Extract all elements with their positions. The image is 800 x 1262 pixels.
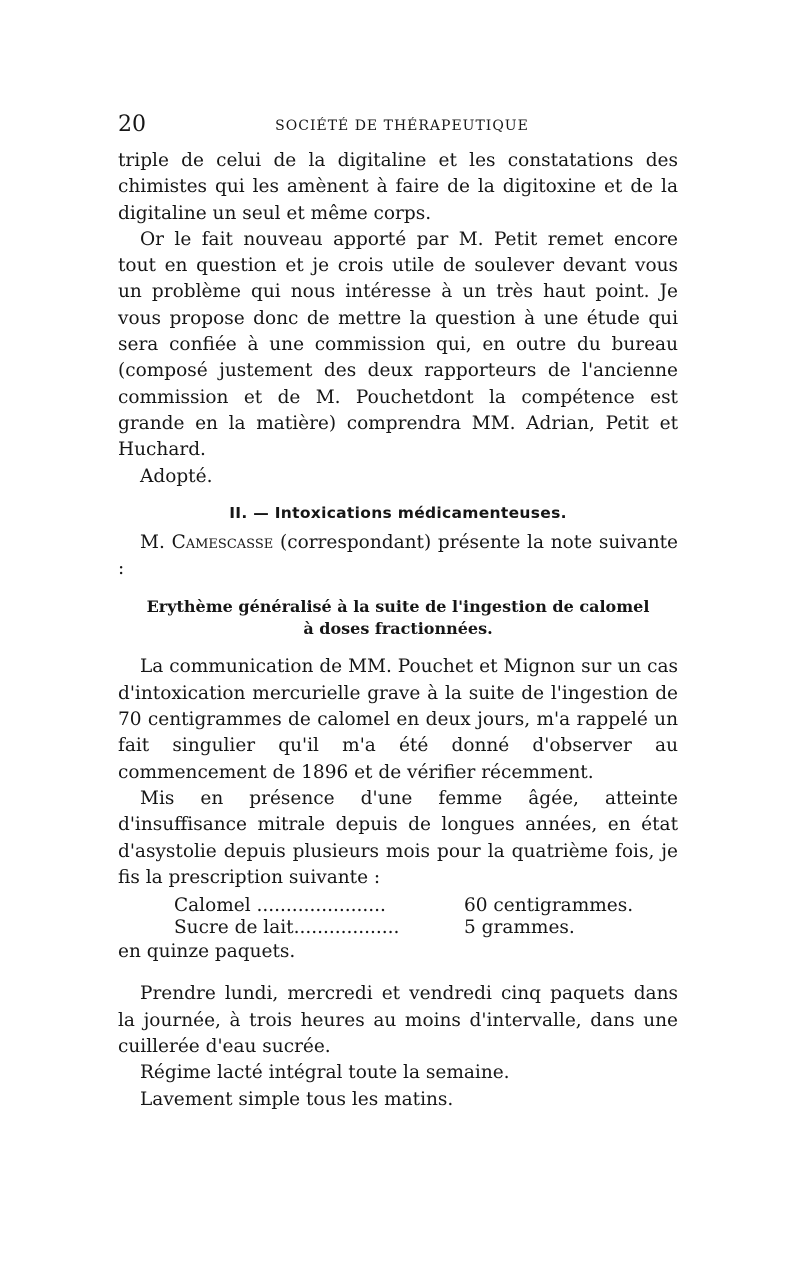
article-title-line-2: à doses fractionnées. bbox=[303, 619, 493, 639]
paragraph-adopted: Adopté. bbox=[140, 465, 213, 487]
intro-rest: (correspondant) présente la note suivante : bbox=[118, 531, 678, 580]
page-number: 20 bbox=[118, 112, 146, 137]
prescription-item: Calomel ...................... bbox=[174, 895, 386, 917]
page-header bbox=[114, 112, 690, 142]
paragraph-instructions: Prendre lundi, mercredi et vendredi cinq paquets dans la journée, à trois heures au moins d'intervalle, dans une cuillerée d'eau sucrée. bbox=[118, 983, 678, 1058]
paragraph-diet: Régime lacté intégral toute la semaine. bbox=[140, 1062, 510, 1084]
page-body bbox=[118, 148, 678, 1113]
prescription-after: en quinze paquets. bbox=[118, 941, 296, 963]
prescription-dose: 5 grammes. bbox=[464, 917, 575, 939]
paragraph-enema: Lavement simple tous les matins. bbox=[140, 1088, 454, 1110]
prescription bbox=[118, 895, 678, 939]
paragraph-commission: Or le fait nouveau apporté par M. Petit remet encore tout en question et je crois utile de soulever devant vous un problème qui nous intéresse à un très haut point. Je vous propose donc de mettre la question à une étude qui sera confiée à une commission qui, en outre du bureau (composé justement des deux rapporteurs de l'ancienne commission et de M. Pouchetdont la compétence est grande en la matière) comprendra MM. Adrian, Petit et Huchard. bbox=[118, 228, 678, 461]
intro-line bbox=[118, 530, 678, 583]
article-title bbox=[118, 596, 678, 640]
spacer bbox=[118, 965, 678, 981]
paragraph-patient: Mis en présence d'une femme âgée, atteinte d'insuffisance mitrale depuis de longues années, en état d'asystolie depuis plusieurs mois pour la quatrième fois, je fis la prescription suivante : bbox=[118, 787, 678, 888]
prescription-row bbox=[118, 917, 678, 939]
paragraph-continuation: triple de celui de la digitaline et les constatations des chimistes qui les amènent à faire de la digitoxine et de la digitaline un seul et même corps. bbox=[118, 150, 678, 224]
intro-prefix: M. bbox=[140, 531, 172, 553]
prescription-item: Sucre de lait.................. bbox=[174, 917, 400, 939]
speaker-name: Camescasse bbox=[171, 531, 274, 553]
prescription-dose: 60 centigrammes. bbox=[464, 895, 634, 917]
section-heading: II. — Intoxications médicamenteuses. bbox=[229, 503, 567, 522]
running-head: SOCIÉTÉ DE THÉRAPEUTIQUE bbox=[275, 118, 529, 134]
prescription-row bbox=[118, 895, 678, 917]
article-title-line-1: Erythème généralisé à la suite de l'ingestion de calomel bbox=[146, 597, 650, 617]
paragraph-communication: La communication de MM. Pouchet et Mignon sur un cas d'intoxication mercurielle grave à la suite de l'ingestion de 70 centigrammes de calomel en deux jours, m'a rappelé un fait singulier qu'il m'a été donné d'observer au commencement de 1896 et de vérifier récemment. bbox=[118, 656, 678, 783]
